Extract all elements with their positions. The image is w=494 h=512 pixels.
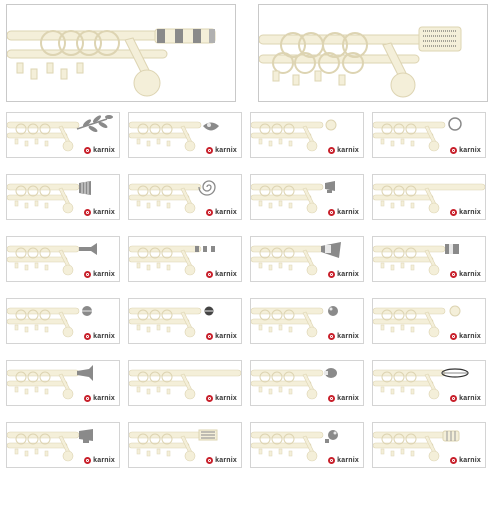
finial-icon [79, 429, 93, 443]
karnix-logo [206, 333, 237, 340]
product-tile[interactable] [372, 360, 486, 406]
karnix-logo-icon [84, 395, 91, 402]
karnix-logo [450, 271, 481, 278]
karnix-logo-text: karnix [459, 271, 481, 278]
finial-icon [79, 181, 91, 195]
karnix-logo-text: karnix [93, 395, 115, 402]
karnix-logo-text: karnix [93, 147, 115, 154]
product-tile[interactable] [6, 174, 120, 220]
karnix-logo-text: karnix [215, 271, 237, 278]
karnix-logo [84, 209, 115, 216]
product-tile[interactable] [250, 112, 364, 158]
karnix-logo [450, 457, 481, 464]
karnix-logo [450, 209, 481, 216]
karnix-logo [450, 395, 481, 402]
karnix-logo-text: karnix [337, 209, 359, 216]
karnix-logo-icon [450, 147, 457, 154]
finial-icon [325, 181, 335, 193]
karnix-logo-icon [328, 271, 335, 278]
hero-panel-2[interactable] [258, 4, 488, 102]
finial-icon [450, 306, 460, 316]
product-tile[interactable] [6, 298, 120, 344]
finial-icon [77, 365, 93, 381]
finial-icon [325, 430, 338, 443]
karnix-logo [206, 147, 237, 154]
karnix-logo-text: karnix [337, 333, 359, 340]
karnix-logo-text: karnix [337, 395, 359, 402]
karnix-logo-icon [450, 271, 457, 278]
karnix-logo-icon [328, 333, 335, 340]
karnix-logo-text: karnix [215, 333, 237, 340]
finial-icon [326, 120, 336, 130]
karnix-logo-icon [328, 147, 335, 154]
karnix-logo-text: karnix [459, 333, 481, 340]
karnix-logo-text: karnix [215, 147, 237, 154]
product-tile[interactable] [250, 298, 364, 344]
product-tile[interactable] [372, 112, 486, 158]
finial-icon [443, 431, 459, 441]
karnix-logo-icon [206, 209, 213, 216]
karnix-logo-text: karnix [337, 271, 359, 278]
product-tile[interactable] [250, 236, 364, 282]
karnix-logo-icon [328, 457, 335, 464]
karnix-logo-text: karnix [459, 457, 481, 464]
karnix-logo [328, 209, 359, 216]
finial-icon [205, 307, 214, 316]
karnix-logo [206, 457, 237, 464]
product-tile[interactable] [128, 112, 242, 158]
product-tile[interactable] [128, 360, 242, 406]
karnix-logo-icon [84, 333, 91, 340]
karnix-logo-icon [450, 209, 457, 216]
karnix-logo-icon [206, 271, 213, 278]
karnix-logo [450, 147, 481, 154]
product-tile[interactable] [128, 174, 242, 220]
karnix-logo [328, 147, 359, 154]
curtain-rod-image [7, 5, 235, 101]
finial-icon [79, 243, 97, 255]
finial-icon [203, 123, 219, 131]
finial-icon [82, 306, 92, 316]
finial-icon [199, 181, 215, 195]
finial-icon [199, 430, 217, 440]
karnix-logo-icon [206, 147, 213, 154]
karnix-logo [84, 333, 115, 340]
product-tile[interactable] [6, 422, 120, 468]
karnix-logo [84, 271, 115, 278]
karnix-logo [206, 395, 237, 402]
karnix-logo [328, 457, 359, 464]
karnix-logo [84, 395, 115, 402]
karnix-logo-icon [206, 457, 213, 464]
product-tile[interactable] [372, 298, 486, 344]
karnix-logo-icon [206, 333, 213, 340]
karnix-logo-text: karnix [459, 395, 481, 402]
karnix-logo-icon [450, 395, 457, 402]
karnix-logo [328, 395, 359, 402]
finial-icon [324, 368, 337, 378]
karnix-logo-text: karnix [93, 271, 115, 278]
finial-icon [195, 246, 215, 252]
product-tile[interactable] [128, 422, 242, 468]
product-tile[interactable] [6, 236, 120, 282]
karnix-logo-text: karnix [337, 457, 359, 464]
product-tile[interactable] [128, 298, 242, 344]
product-tile[interactable] [372, 422, 486, 468]
product-tile[interactable] [128, 236, 242, 282]
karnix-logo-icon [206, 395, 213, 402]
karnix-logo-icon [328, 209, 335, 216]
karnix-logo [328, 333, 359, 340]
karnix-logo-icon [450, 333, 457, 340]
product-tile[interactable] [6, 112, 120, 158]
karnix-logo-icon [328, 395, 335, 402]
karnix-logo-icon [84, 147, 91, 154]
product-tile[interactable] [372, 236, 486, 282]
karnix-logo-text: karnix [215, 457, 237, 464]
finial-icon [77, 114, 113, 133]
karnix-logo-text: karnix [93, 333, 115, 340]
karnix-logo-icon [450, 457, 457, 464]
karnix-logo-text: karnix [459, 147, 481, 154]
karnix-logo [206, 271, 237, 278]
karnix-logo-text: karnix [93, 209, 115, 216]
karnix-logo [84, 147, 115, 154]
karnix-logo-text: karnix [215, 209, 237, 216]
karnix-logo-text: karnix [215, 395, 237, 402]
karnix-logo-text: karnix [337, 147, 359, 154]
curtain-rod-image [259, 5, 487, 101]
finial-icon [441, 369, 469, 377]
karnix-logo-icon [84, 271, 91, 278]
finial-icon [445, 244, 459, 254]
karnix-logo-icon [84, 457, 91, 464]
karnix-logo [206, 209, 237, 216]
karnix-logo-icon [84, 209, 91, 216]
product-tile[interactable] [250, 360, 364, 406]
karnix-logo-text: karnix [459, 209, 481, 216]
karnix-logo-text: karnix [93, 457, 115, 464]
karnix-logo [328, 271, 359, 278]
product-tile[interactable] [372, 174, 486, 220]
product-tile[interactable] [250, 174, 364, 220]
finial-icon [321, 242, 341, 258]
finial-icon [449, 118, 461, 130]
product-tile[interactable] [6, 360, 120, 406]
karnix-logo [450, 333, 481, 340]
hero-panel-1[interactable] [6, 4, 236, 102]
finial-icon [328, 306, 338, 316]
karnix-logo [84, 457, 115, 464]
product-tile[interactable] [250, 422, 364, 468]
